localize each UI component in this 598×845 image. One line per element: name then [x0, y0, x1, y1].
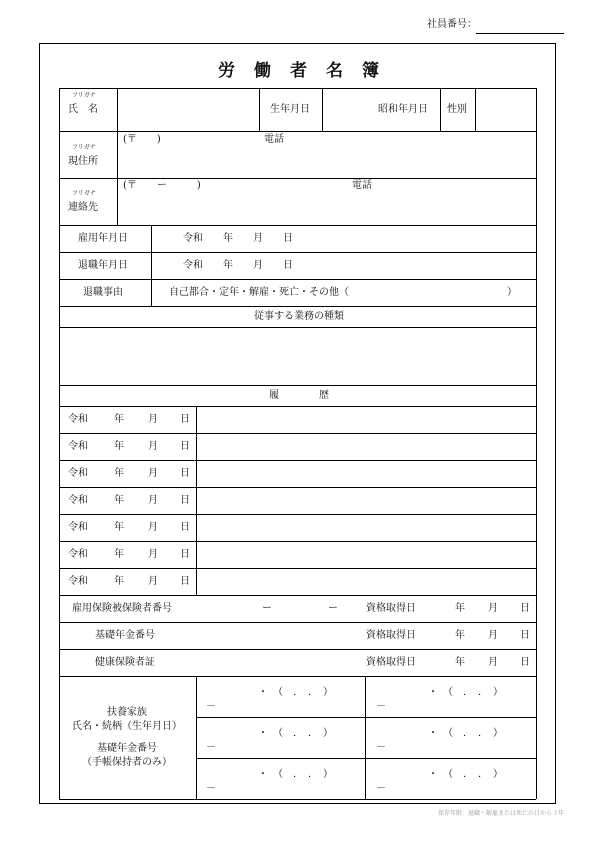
history-day: 日 [180, 441, 190, 452]
dependent-3-dash: － [206, 783, 216, 794]
basic-pension-acq-year: 年 [455, 630, 465, 641]
history-day: 日 [180, 495, 190, 506]
health-insurance-acq-month: 月 [488, 657, 498, 668]
history-month: 月 [148, 549, 158, 560]
retire-date-value[interactable]: 令和 年 月 日 [183, 260, 293, 271]
contact-postal: (〒 ー ) [123, 180, 201, 191]
health-insurance-acq-year: 年 [455, 657, 465, 668]
gender-label: 性別 [447, 104, 467, 115]
dependents-name-relation-label: 氏名・続柄（生年月日） [72, 721, 182, 732]
history-day: 日 [180, 414, 190, 425]
birth-date-value: 昭和年月日 [378, 104, 428, 115]
history-month: 月 [148, 495, 158, 506]
employment-insurance-acq-label: 資格取得日 [366, 603, 416, 614]
contact-label: 連絡先 [68, 202, 98, 213]
history-year: 年 [114, 549, 124, 560]
retire-date-label: 退職年月日 [78, 260, 128, 271]
gender-field[interactable] [476, 89, 535, 130]
dependent-5-date[interactable]: ・ （ ． ． ） [428, 728, 503, 739]
work-type-label: 従事する業務の種類 [254, 311, 344, 322]
history-month: 月 [148, 468, 158, 479]
health-insurance-label: 健康保険者証 [95, 657, 155, 668]
history-reiwa: 令和 [68, 468, 88, 479]
history-year: 年 [114, 441, 124, 452]
retire-reason-label: 退職事由 [83, 287, 123, 298]
hire-date-value[interactable]: 令和 年 月 日 [183, 233, 293, 244]
retire-reason-close: ） [507, 287, 517, 298]
name-furigana-label: フリガナ [72, 92, 96, 99]
dependents-label: 扶養家族 [107, 707, 147, 718]
employee-number-label: 社員番号： [427, 19, 477, 30]
basic-pension-label: 基礎年金番号 [95, 630, 155, 641]
dependent-3-date[interactable]: ・ （ ． ． ） [258, 769, 333, 780]
employment-insurance-dash-1: ー [262, 603, 272, 614]
birth-date-label: 生年月日 [270, 104, 310, 115]
contact-furigana-label: フリガナ [72, 190, 96, 197]
address-field[interactable] [118, 132, 535, 177]
history-day: 日 [180, 549, 190, 560]
history-year: 年 [114, 522, 124, 533]
history-reiwa: 令和 [68, 414, 88, 425]
history-label: 履 歴 [269, 390, 329, 401]
retention-note: 保存年限：退職・解雇または死亡の日から３年 [437, 810, 564, 817]
health-insurance-acq-day: 日 [520, 657, 530, 668]
name-field[interactable] [118, 89, 258, 130]
address-phone-label: 電話 [264, 134, 284, 145]
history-month: 月 [148, 576, 158, 587]
dependent-4-date[interactable]: ・ （ ． ． ） [428, 687, 503, 698]
address-furigana-label: フリガナ [72, 144, 96, 151]
dependent-5-dash: － [376, 742, 386, 753]
dependent-6-date[interactable]: ・ （ ． ． ） [428, 769, 503, 780]
history-month: 月 [148, 522, 158, 533]
page-title: 労 働 者 名 簿 [218, 61, 380, 81]
employment-insurance-dash-2: ー [328, 603, 338, 614]
dependent-4-dash: － [376, 701, 386, 712]
employment-insurance-acq-year: 年 [455, 603, 465, 614]
address-label: 現住所 [68, 156, 98, 167]
basic-pension-acq-label: 資格取得日 [366, 630, 416, 641]
history-day: 日 [180, 522, 190, 533]
history-year: 年 [114, 495, 124, 506]
history-month: 月 [148, 441, 158, 452]
dependent-2-dash: － [206, 742, 216, 753]
history-day: 日 [180, 468, 190, 479]
employment-insurance-acq-month: 月 [488, 603, 498, 614]
dependents-pension-note: （手帳保持者のみ） [82, 757, 172, 768]
history-year: 年 [114, 576, 124, 587]
history-year: 年 [114, 414, 124, 425]
history-year: 年 [114, 468, 124, 479]
history-reiwa: 令和 [68, 576, 88, 587]
name-label: 氏 名 [68, 104, 98, 115]
history-month: 月 [148, 414, 158, 425]
history-reiwa: 令和 [68, 522, 88, 533]
employment-insurance-acq-day: 日 [520, 603, 530, 614]
history-reiwa: 令和 [68, 549, 88, 560]
dependents-pension-label: 基礎年金番号 [97, 743, 157, 754]
employee-number-field[interactable] [476, 33, 564, 34]
retire-reason-options[interactable]: 自己都合・定年・解雇・死亡・その他（ [169, 287, 349, 298]
address-postal: (〒 ) [123, 134, 161, 145]
basic-pension-acq-month: 月 [488, 630, 498, 641]
work-type-field[interactable] [60, 328, 535, 384]
history-reiwa: 令和 [68, 495, 88, 506]
contact-field[interactable] [118, 179, 535, 224]
dependent-2-date[interactable]: ・ （ ． ． ） [258, 728, 333, 739]
hire-date-label: 雇用年月日 [78, 233, 128, 244]
contact-phone-label: 電話 [352, 180, 372, 191]
dependent-1-date[interactable]: ・ （ ． ． ） [258, 687, 333, 698]
dependent-6-dash: － [376, 783, 386, 794]
basic-pension-acq-day: 日 [520, 630, 530, 641]
history-reiwa: 令和 [68, 441, 88, 452]
dependent-1-dash: － [206, 701, 216, 712]
history-day: 日 [180, 576, 190, 587]
employment-insurance-label: 雇用保険被保険者番号 [72, 603, 172, 614]
health-insurance-acq-label: 資格取得日 [366, 657, 416, 668]
